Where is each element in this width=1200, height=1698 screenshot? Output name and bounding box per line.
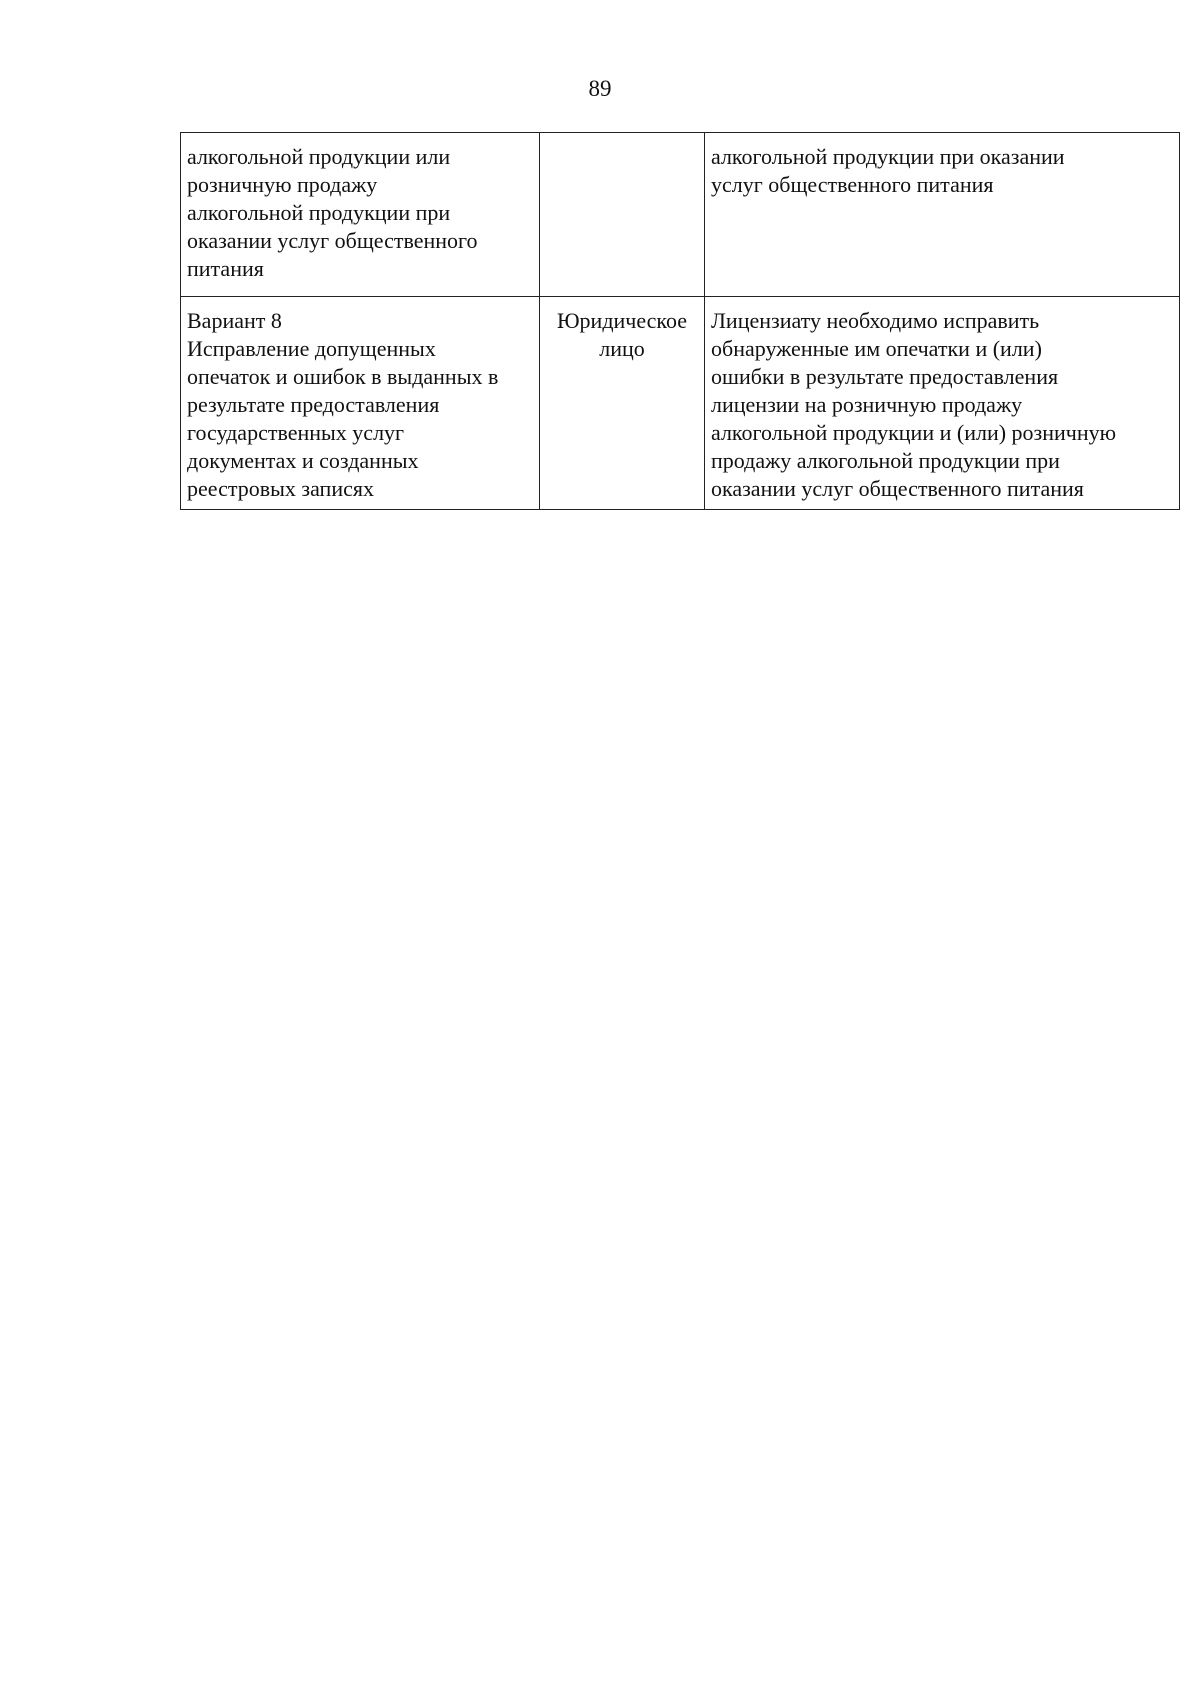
table-row [181,133,1180,297]
table-cell-subject [181,133,540,297]
cell-text-line: розничную продажу [187,172,378,197]
table-cell-subject [181,297,540,510]
cell-text-line: Вариант 8 [187,308,282,333]
cell-text-line: результате предоставления [187,392,440,417]
cell-text-line: обнаруженные им опечатки и (или) [711,336,1042,361]
cell-text-line: лицензии на розничную продажу [711,392,1023,417]
cell-text-line: алкогольной продукции или [187,144,451,169]
cell-text-line: Юридическое [556,308,688,333]
cell-text-line: оказании услуг общественного [187,228,478,253]
cell-text-line: лицо [599,336,645,361]
table-cell-description [705,297,1180,510]
cell-text-line: опечаток и ошибок в выданных в [187,364,499,389]
cell-text-line: ошибки в результате предоставления [711,364,1059,389]
cell-text-line: реестровых записях [187,476,374,501]
cell-text-line: алкогольной продукции при оказании [711,144,1065,169]
cell-text-line: документах и созданных [187,448,419,473]
table-row [181,297,1180,510]
cell-text-line: Лицензиату необходимо исправить [711,308,1040,333]
cell-text-line: алкогольной продукции при [187,200,451,225]
cell-text-line: услуг общественного питания [711,172,994,197]
cell-text-line: государственных услуг [187,420,405,445]
cell-text-line: продажу алкогольной продукции при [711,448,1060,473]
table-cell-applicant [540,297,705,510]
document-table [180,132,1180,510]
cell-text-line: оказании услуг общественного питания [711,476,1084,501]
cell-text-line: Исправление допущенных [187,336,436,361]
table-cell-description [705,133,1180,297]
cell-text-line: питания [187,256,264,281]
page-number: 89 [588,76,612,101]
cell-text-line: алкогольной продукции и (или) розничную [711,420,1117,445]
table-cell-applicant [540,133,705,297]
